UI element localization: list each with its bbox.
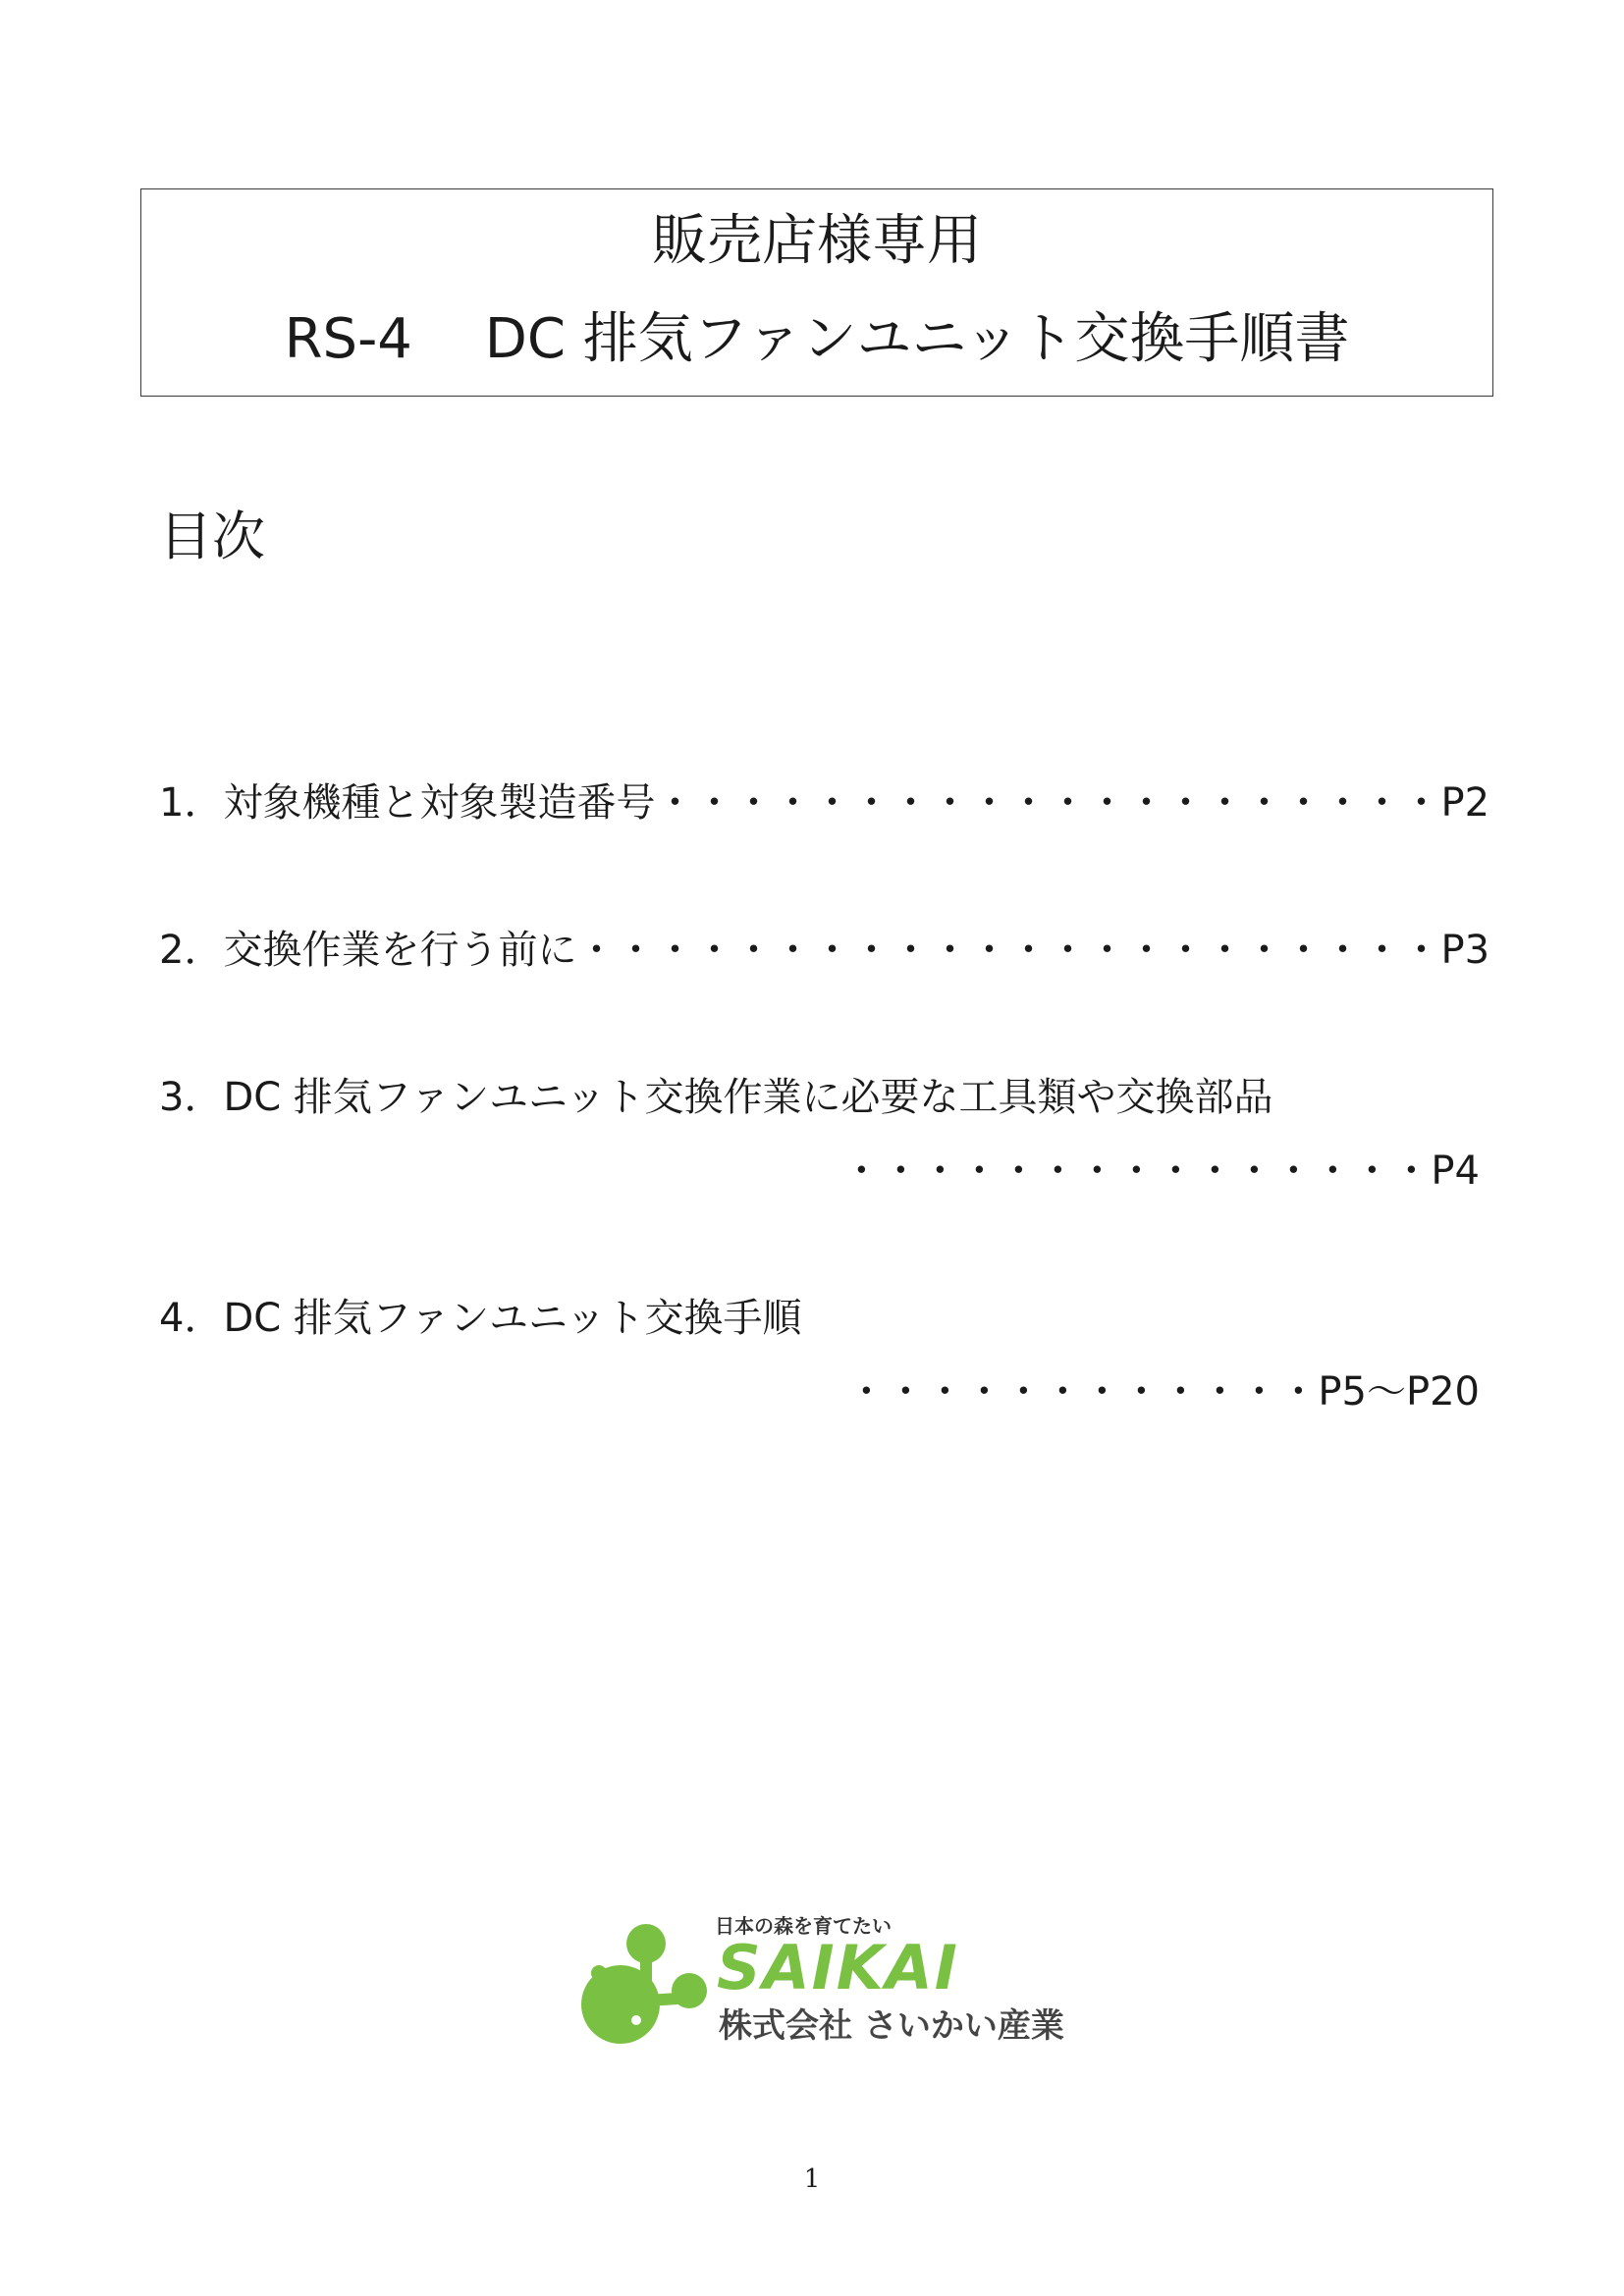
toc-item-1: 1．対象機種と対象製造番号・・・・・・・・・・・・・・・・・・・・P2: [159, 780, 1490, 826]
document-title-line-2: RS-4 DC 排気ファンユニット交換手順書: [284, 307, 1350, 371]
toc-item-2: 2．交換作業を行う前に・・・・・・・・・・・・・・・・・・・・・・P3: [159, 928, 1490, 973]
logo-company-name: 株式会社 さいかい産業: [719, 2006, 1064, 2046]
toc-item-3-page: ・・・・・・・・・・・・・・・P4: [841, 1148, 1480, 1194]
logo-tagline: 日本の森を育てたい: [715, 1914, 892, 1938]
document-title-line-1: 販売店様専用: [652, 209, 982, 273]
molecule-logo-icon: [579, 1914, 717, 2061]
page-number: 1: [803, 2164, 821, 2194]
toc-heading: 目次: [159, 506, 265, 567]
toc-item-4-page: ・・・・・・・・・・・・P5～P20: [846, 1369, 1480, 1415]
document-title-box: [140, 188, 1493, 397]
logo-brand-name: SAIKAI: [717, 1932, 959, 2003]
toc-item-4: 4．DC 排気ファンユニット交換手順: [159, 1296, 802, 1341]
company-logo: [579, 1914, 1070, 2061]
toc-item-3: 3．DC 排気ファンユニット交換作業に必要な工具類や交換部品: [159, 1075, 1273, 1120]
